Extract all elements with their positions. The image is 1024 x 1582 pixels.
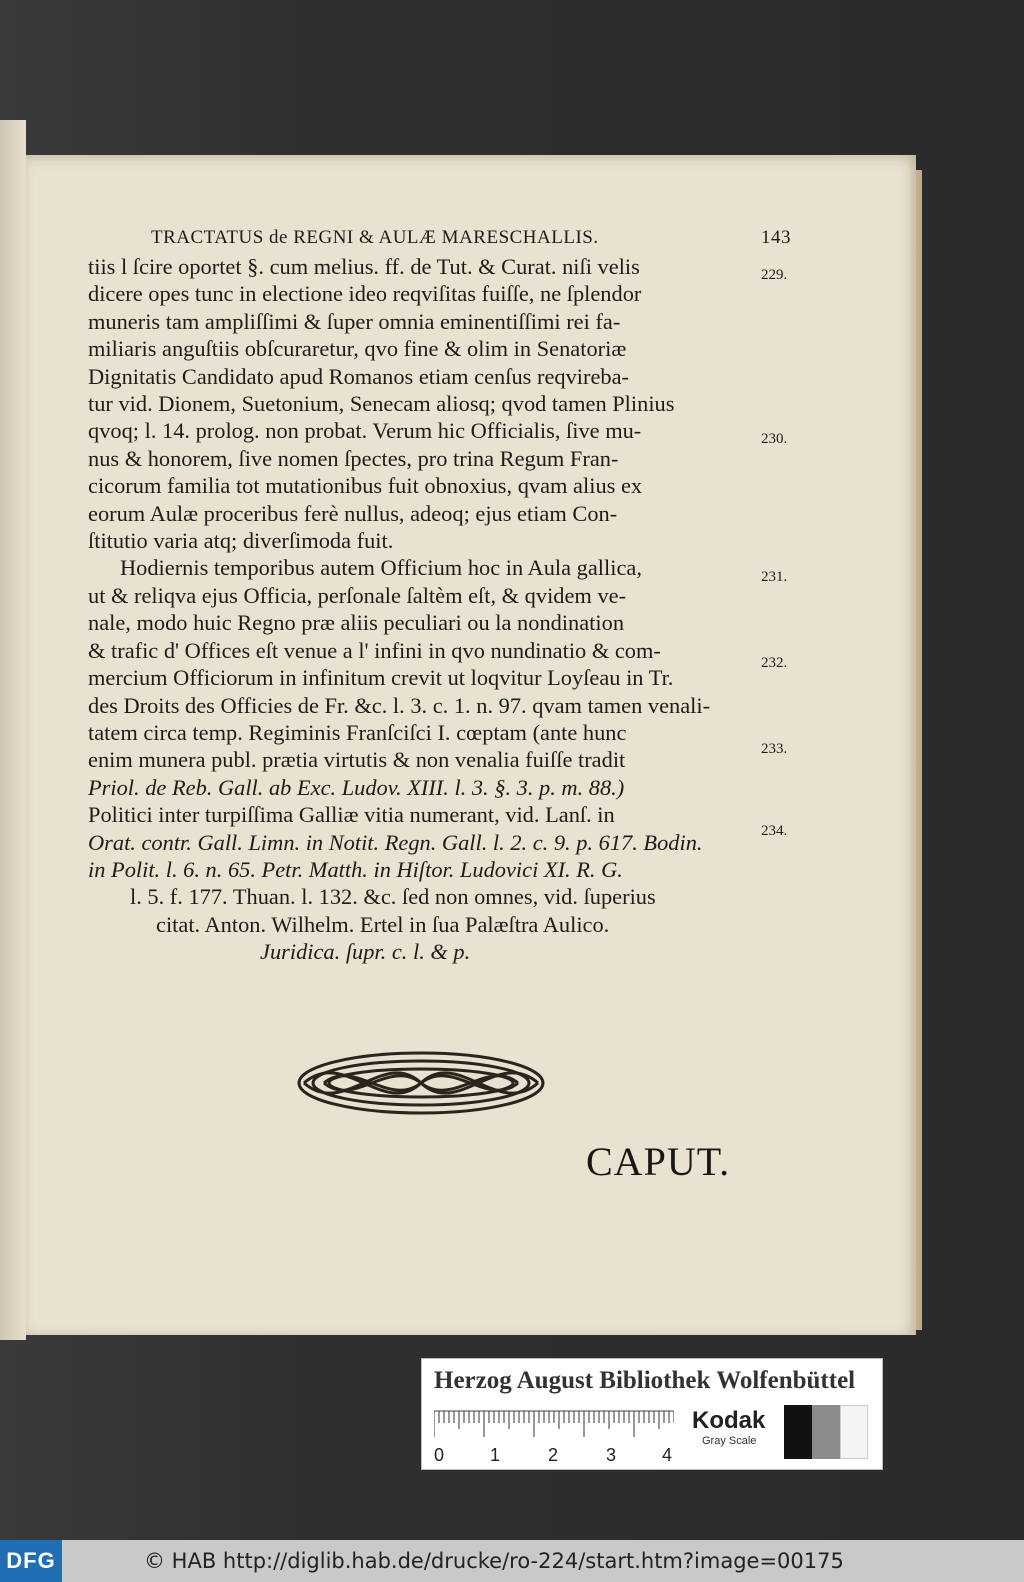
text-line: in Polit. l. 6. n. 65. Petr. Matth. in Hiſtor. Ludovici XI. R. G. xyxy=(88,856,623,882)
text-line: citat. Anton. Wilhelm. Ertel in ſua Palæſtra Aulico. xyxy=(156,911,610,937)
footer-bar xyxy=(0,1540,1024,1582)
previous-page-edge xyxy=(0,120,26,1340)
ruler-label: 0 xyxy=(434,1445,445,1465)
text-line: enim munera publ. prætia virtutis & non venalia fuiſſe tradit xyxy=(88,747,626,773)
ruler-scale xyxy=(434,1409,674,1439)
black-swatch xyxy=(784,1405,812,1459)
text-line: Priol. de Reb. Gall. ab Exc. Ludov. XIII. l. 3. §. 3. p. m. 88.) xyxy=(88,774,625,800)
library-name: Herzog August Bibliothek Wolfenbüttel xyxy=(434,1367,856,1394)
text-line: ſtitutio varia atq; diverſimoda fuit. xyxy=(88,528,394,554)
margin-number: 229. xyxy=(761,267,788,283)
text-line: l. 5. f. 177. Thuan. l. 132. &c. ſed non omnes, vid. ſuperius xyxy=(130,884,656,910)
text-line: Juridica. ſupr. c. l. & p. xyxy=(260,939,471,965)
text-line: eorum Aulæ proceribus ferè nullus, adeoq; ejus etiam Con- xyxy=(88,500,618,526)
kodak-brand: Kodak xyxy=(692,1407,766,1434)
margin-number: 234. xyxy=(761,823,788,839)
copyright-url[interactable]: © HAB http://diglib.hab.de/drucke/ro-224/start.htm?image=00175 xyxy=(144,1549,844,1573)
ruler-label: 3 xyxy=(606,1445,617,1465)
gray-scale-label: Gray Scale xyxy=(702,1435,757,1447)
white-swatch xyxy=(840,1405,868,1459)
text-line: cicorum familia tot mutationibus fuit obnoxius, qvam alius ex xyxy=(88,473,643,499)
text-line: Politici inter turpiſſima Galliæ vitia numerant, vid. Lanſ. in xyxy=(88,802,615,828)
text-line: Dignitatis Candidato apud Romanos etiam cenſus reqvireba- xyxy=(88,363,629,389)
margin-number: 230. xyxy=(761,431,788,447)
text-line: des Droits des Officies de Fr. &c. l. 3. c. 1. n. 97. qvam tamen venali- xyxy=(88,692,711,718)
page-number: 143 xyxy=(761,227,791,248)
text-line: qvoq; l. 14. prolog. non probat. Verum hic Officialis, ſive mu- xyxy=(88,418,642,444)
decorative-knot-ornament xyxy=(294,1043,548,1123)
text-line: mercium Officiorum in infinitum crevit ut loqvitur Loyſeau in Tr. xyxy=(88,665,674,691)
text-line: dicere opes tunc in electione ideo reqviſitas fuiſſe, ne ſplendor xyxy=(88,281,642,307)
text-line: & trafic d' Offices eſt venue a l' infini in qvo nundinatio & com- xyxy=(88,637,661,663)
book-page xyxy=(26,155,916,1335)
margin-number: 232. xyxy=(761,655,788,671)
text-line: nus & honorem, ſive nomen ſpectes, pro trina Regum Fran- xyxy=(88,445,619,471)
text-line: muneris tam ampliſſimi & ſuper omnia eminentiſſimi rei fa- xyxy=(88,308,621,334)
text-line: miliaris anguſtiis obſcuraretur, qvo fine & olim in Senatoriæ xyxy=(88,336,627,362)
gray-swatch xyxy=(812,1405,840,1459)
running-head-title: TRACTATUS de REGNI & AULÆ MARESCHALLIS. xyxy=(151,227,599,248)
dfg-logo: DFG xyxy=(0,1540,62,1582)
margin-number: 233. xyxy=(761,741,788,757)
ruler-label: 2 xyxy=(548,1445,559,1465)
body-text xyxy=(66,253,766,966)
text-line: nale, modo huic Regno præ aliis peculiari ou la nondination xyxy=(88,610,625,636)
text-line: ut & reliqva ejus Officia, perſonale ſaltèm eſt, & qvidem ve- xyxy=(88,582,627,608)
text-line: tiis l ſcire oportet §. cum melius. ff. de Tut. & Curat. niſi velis xyxy=(88,254,640,279)
ruler-label: 1 xyxy=(490,1445,501,1465)
ruler-label: 4 xyxy=(662,1445,673,1465)
margin-number: 231. xyxy=(761,569,788,585)
text-line: Orat. contr. Gall. Limn. in Notit. Regn. Gall. l. 2. c. 9. p. 617. Bodin. xyxy=(88,829,703,855)
running-head xyxy=(151,227,791,249)
text-line: Hodiernis temporibus autem Officium hoc in Aula gallica, xyxy=(120,555,642,581)
text-line: tur vid. Dionem, Suetonium, Senecam aliosq; qvod tamen Plinius xyxy=(88,391,675,417)
color-calibration-target xyxy=(421,1358,883,1470)
text-line: tatem circa temp. Regiminis Franſciſci I. cœptam (ante hunc xyxy=(88,719,627,745)
chapter-heading: CAPUT. xyxy=(586,1139,731,1184)
